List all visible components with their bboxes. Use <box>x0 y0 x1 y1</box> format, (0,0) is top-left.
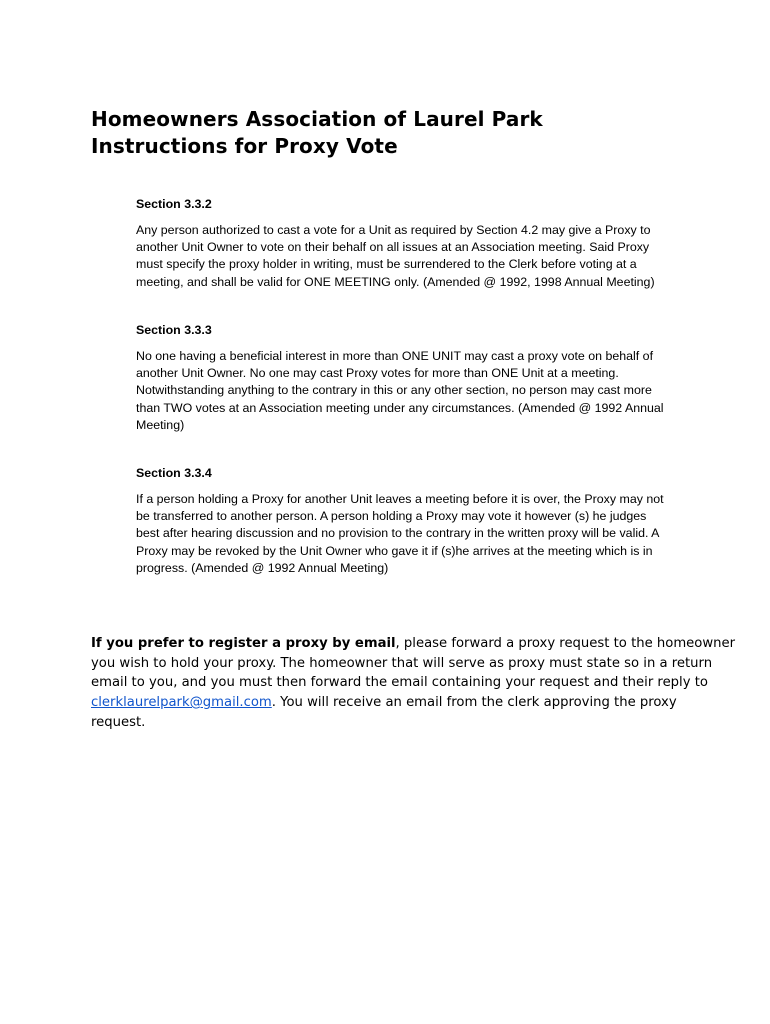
section-line: No one having a beneficial interest in more than ONE UNIT may cast a proxy vote on behalf of <box>136 349 654 363</box>
section-line: must specify the proxy holder in writing, must be surrendered to the Clerk before voting at a <box>136 257 637 272</box>
page-title <box>91 106 691 160</box>
section-line: best after hearing discussion and no provision to the contrary in the written proxy will be valid. A <box>136 526 660 541</box>
clerk-email-link[interactable]: clerklaurelpark@gmail.com <box>91 695 272 711</box>
footer-line <box>91 634 736 654</box>
section-3-3-4 <box>136 466 681 577</box>
section-line: than TWO votes at an Association meeting under any circumstances. (Amended @ 1992 Annual <box>136 400 664 415</box>
section-line: Meeting) <box>136 417 185 432</box>
section-body <box>136 348 681 434</box>
section-3-3-3 <box>136 323 681 434</box>
section-3-3-2 <box>136 197 681 291</box>
section-line: be transferred to another person. A person holding a Proxy may vote it however (s) he judges <box>136 509 647 524</box>
footer-line-1-rest: , please forward a proxy request to the homeowner <box>395 636 736 651</box>
footer-line-4-rest: . You will receive an email from the clerk approving the proxy <box>271 695 677 711</box>
footer-bold-lead: If you prefer to register a proxy by email <box>91 636 396 651</box>
section-heading: Section 3.3.4 <box>136 466 212 480</box>
section-line: Any person authorized to cast a vote for a Unit as required by Section 4.2 may give a Proxy to <box>136 223 651 237</box>
section-line: meeting, and shall be valid for ONE MEETING only. (Amended @ 1992, 1998 Annual Meeting) <box>136 274 655 289</box>
title-line-2: Instructions for Proxy Vote <box>91 134 398 158</box>
footer-line: you wish to hold your proxy. The homeowner that will serve as proxy must state so in a return <box>91 655 713 671</box>
section-line: Proxy may be revoked by the Unit Owner who gave it if (s)he arrives at the meeting which is in <box>136 543 653 558</box>
email-proxy-instructions <box>91 634 736 733</box>
section-line: progress. (Amended @ 1992 Annual Meeting) <box>136 560 389 575</box>
section-line: If a person holding a Proxy for another Unit leaves a meeting before it is over, the Proxy may not <box>136 492 664 506</box>
section-heading: Section 3.3.3 <box>136 323 212 337</box>
section-line: another Unit Owner to vote on their behalf on all issues at an Association meeting. Said Proxy <box>136 240 650 255</box>
footer-line <box>91 693 691 713</box>
section-body <box>136 222 681 291</box>
section-line: Notwithstanding anything to the contrary in this or any other section, no person may cast more <box>136 383 652 398</box>
title-line-1: Homeowners Association of Laurel Park <box>91 107 543 131</box>
section-heading: Section 3.3.2 <box>136 197 212 211</box>
footer-line: request. <box>91 714 146 730</box>
section-body <box>136 491 681 577</box>
footer-line: email to you, and you must then forward the email containing your request and their reply to <box>91 675 708 691</box>
section-line: another Unit Owner. No one may cast Proxy votes for more than ONE Unit at a meeting. <box>136 366 619 381</box>
